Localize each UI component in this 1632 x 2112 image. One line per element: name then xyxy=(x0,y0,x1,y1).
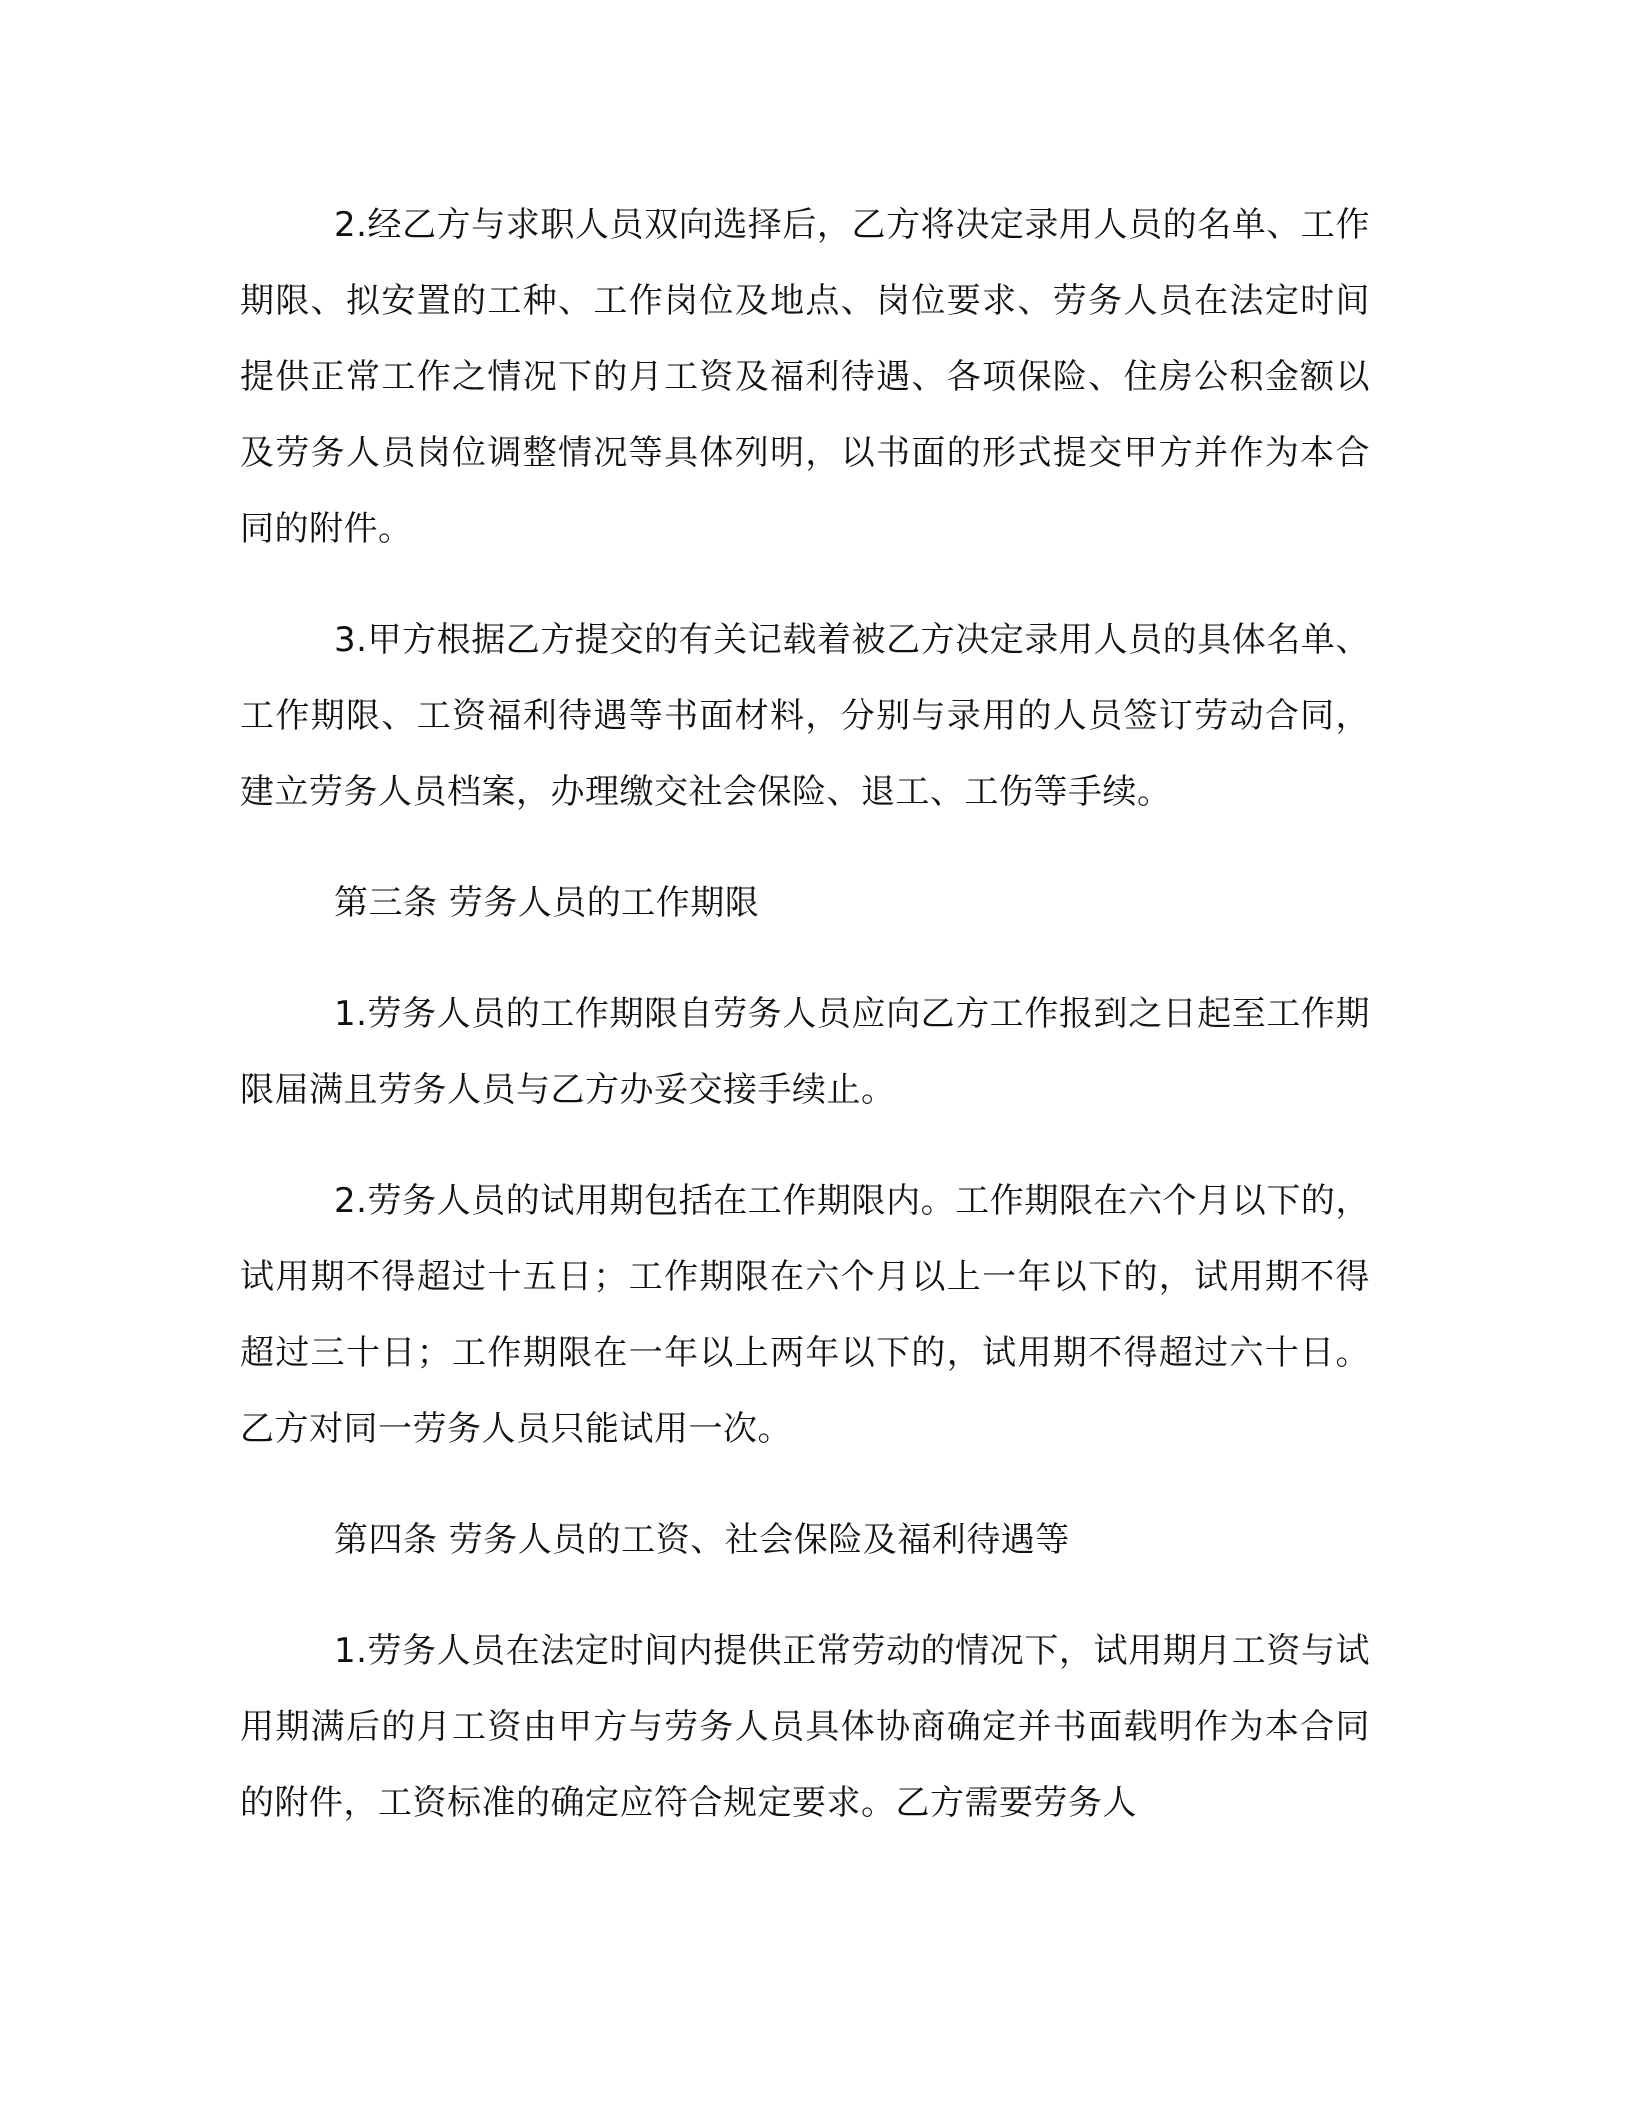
clause-paragraph-2-selection: 2.经乙方与求职人员双向选择后，乙方将决定录用人员的名单、工作期限、拟安置的工种、工作岗位及地点、岗位要求、劳务人员在法定时间提供正常工作之情况下的月工资及福利待遇、各项保险、住房公积金额以及劳务人员岗位调整情况等具体列明，以书面的形式提交甲方并作为本合同的附件。 xyxy=(240,205,1370,549)
clause-paragraph-probation: 2.劳务人员的试用期包括在工作期限内。工作期限在六个月以下的，试用期不得超过十五日；工作期限在六个月以上一年以下的，试用期不得超过三十日；工作期限在一年以上两年以下的，试用期不得超过六十日。乙方对同一劳务人员只能试用一次。 xyxy=(240,1181,1370,1449)
paragraph-spacer xyxy=(240,1578,1370,1613)
paragraph-spacer xyxy=(240,1467,1370,1502)
paragraph-spacer xyxy=(240,1128,1370,1163)
paragraph-spacer xyxy=(240,830,1370,865)
article-3-heading: 第三条 劳务人员的工作期限 xyxy=(334,883,760,923)
clause-paragraph-work-period: 1.劳务人员的工作期限自劳务人员应向乙方工作报到之日起至工作期限届满且劳务人员与乙方办妥交接手续止。 xyxy=(240,994,1370,1110)
paragraph-spacer xyxy=(240,567,1370,602)
clause-paragraph-wages: 1.劳务人员在法定时间内提供正常劳动的情况下，试用期月工资与试用期满后的月工资由甲方与劳务人员具体协商确定并书面载明作为本合同的附件，工资标准的确定应符合规定要求。乙方需要劳务人 xyxy=(240,1631,1370,1823)
document-body xyxy=(240,187,1370,1841)
article-4-heading: 第四条 劳务人员的工资、社会保险及福利待遇等 xyxy=(334,1520,1070,1560)
paragraph-spacer xyxy=(240,941,1370,976)
clause-paragraph-3-contract: 3.甲方根据乙方提交的有关记载着被乙方决定录用人员的具体名单、工作期限、工资福利待遇等书面材料，分别与录用的人员签订劳动合同，建立劳务人员档案，办理缴交社会保险、退工、工伤等手续。 xyxy=(240,620,1370,812)
